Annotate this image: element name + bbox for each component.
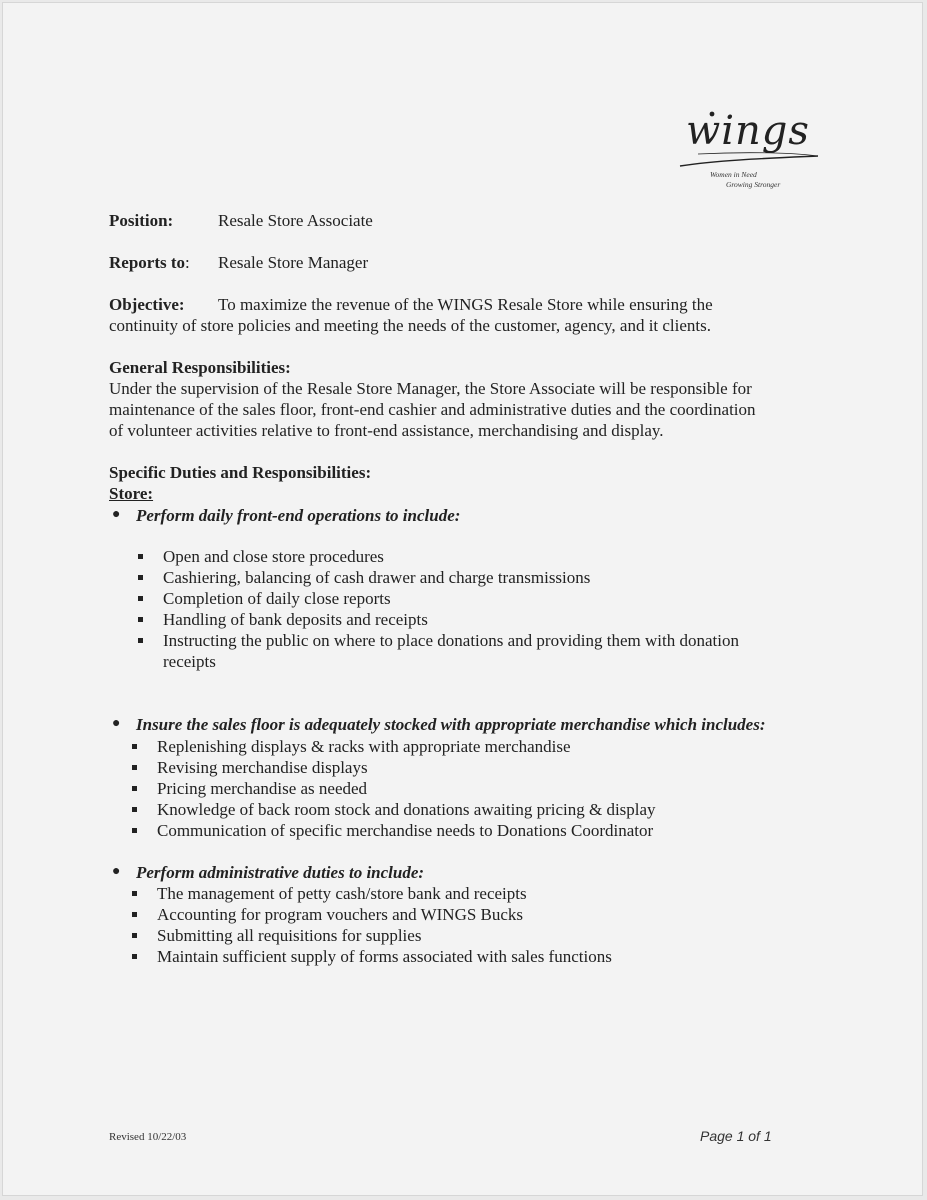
list-item: Accounting for program vouchers and WINGS Bucks	[157, 905, 524, 924]
list-item: Handling of bank deposits and receipts	[163, 610, 428, 629]
specific-duties-heading: Specific Duties and Responsibilities:	[109, 463, 372, 482]
list-item: Submitting all requisitions for supplies	[157, 926, 422, 945]
page-number: Page 1 of 1	[700, 1128, 772, 1144]
group-1-heading: Perform daily front-end operations to include:	[136, 506, 461, 525]
round-bullet-1: ●	[112, 507, 121, 522]
store-subheading: Store:	[109, 484, 154, 503]
list-item: Revising merchandise displays	[157, 758, 368, 777]
general-responsibilities-heading: General Responsibilities:	[109, 358, 291, 377]
square-bullet	[132, 933, 137, 938]
general-line-3: of volunteer activities relative to front-end assistance, merchandising and display.	[109, 421, 664, 440]
general-line-1: Under the supervision of the Resale Store Manager, the Store Associate will be responsible for	[109, 379, 752, 398]
wings-logo	[678, 108, 828, 190]
position-value: Resale Store Associate	[218, 211, 373, 230]
list-item: Pricing merchandise as needed	[157, 779, 368, 798]
group-3-heading: Perform administrative duties to include:	[136, 863, 425, 882]
square-bullet	[138, 596, 143, 601]
list-item: Cashiering, balancing of cash drawer and charge transmissions	[163, 568, 591, 587]
logo-wordmark: wings	[686, 108, 810, 154]
revised-date: Revised 10/22/03	[109, 1131, 187, 1143]
square-bullet	[132, 807, 137, 812]
list-item: Replenishing displays & racks with appropriate merchandise	[157, 737, 571, 756]
square-bullet	[132, 786, 137, 791]
square-bullet	[132, 891, 137, 896]
logo-tagline-1: Women in Need	[710, 170, 757, 179]
list-item: Knowledge of back room stock and donations awaiting pricing & display	[157, 800, 656, 819]
reports-to-colon: :	[185, 253, 190, 272]
list-item: Communication of specific merchandise needs to Donations Coordinator	[157, 821, 654, 840]
reports-to-row	[109, 253, 190, 273]
square-bullet	[138, 554, 143, 559]
objective-label: Objective:	[109, 295, 185, 314]
general-line-2: maintenance of the sales floor, front-end cashier and administrative duties and the coordination	[109, 400, 756, 419]
position-label: Position:	[109, 211, 174, 230]
square-bullet	[138, 575, 143, 580]
square-bullet	[138, 617, 143, 622]
list-item: Open and close store procedures	[163, 547, 384, 566]
list-item: The management of petty cash/store bank and receipts	[157, 884, 527, 903]
reports-to-label: Reports to	[109, 253, 186, 272]
list-item: Instructing the public on where to place donations and providing them with donation	[163, 631, 739, 650]
square-bullet	[132, 765, 137, 770]
reports-to-value: Resale Store Manager	[218, 253, 369, 272]
list-item-continuation: receipts	[163, 652, 216, 671]
objective-line-2: continuity of store policies and meeting the needs of the customer, agency, and it clients.	[109, 316, 712, 335]
round-bullet-2: ●	[112, 716, 121, 731]
square-bullet	[138, 638, 143, 643]
square-bullet	[132, 954, 137, 959]
group-2-heading: Insure the sales floor is adequately stocked with appropriate merchandise which includes:	[136, 715, 766, 734]
list-item: Maintain sufficient supply of forms associated with sales functions	[157, 947, 612, 966]
list-item: Completion of daily close reports	[163, 589, 391, 608]
objective-line-1: To maximize the revenue of the WINGS Resale Store while ensuring the	[218, 295, 713, 314]
square-bullet	[132, 828, 137, 833]
logo-tagline-2: Growing Stronger	[726, 180, 781, 189]
square-bullet	[132, 912, 137, 917]
square-bullet	[132, 744, 137, 749]
round-bullet-3: ●	[112, 864, 121, 879]
